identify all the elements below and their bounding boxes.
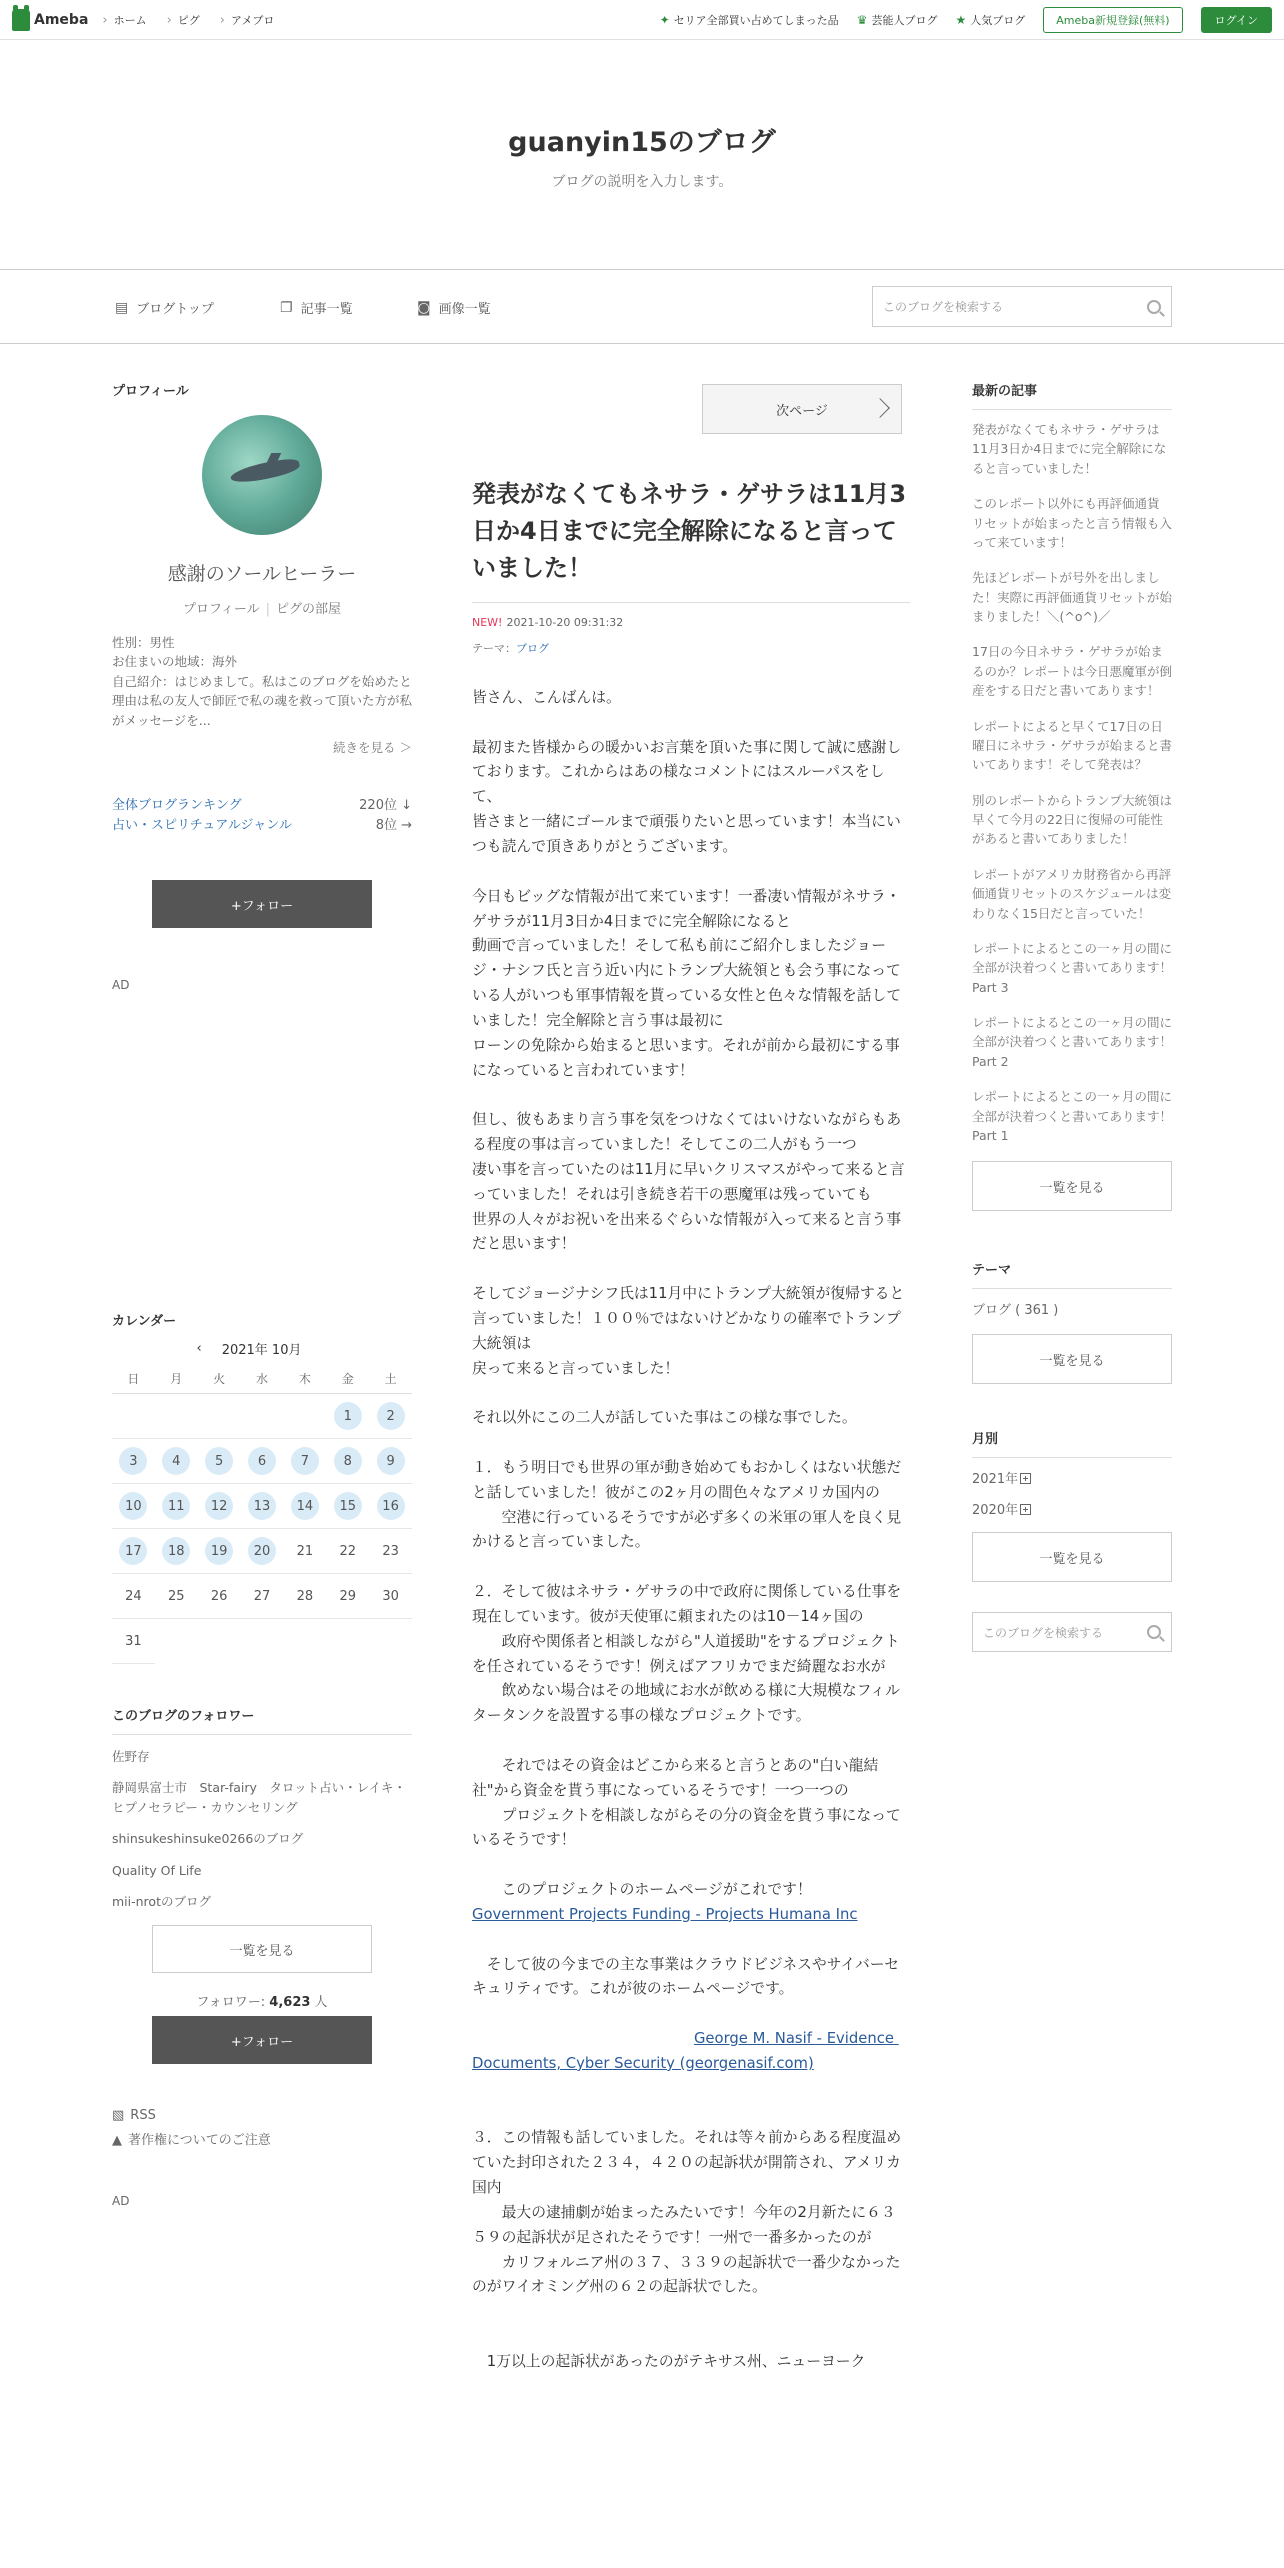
blog-header (0, 40, 1284, 270)
calendar-day[interactable]: 11 (155, 1484, 198, 1529)
theme-heading: テーマ (972, 1259, 1172, 1289)
followers-section (112, 1705, 412, 2208)
recent-item[interactable]: このレポート以外にも再評価通貨リセットが始まったと言う情報も入って来ています！ (972, 496, 1172, 550)
sidebar-search-input[interactable]: このブログを検索する (972, 1612, 1172, 1652)
calendar-day[interactable]: 13 (241, 1484, 284, 1529)
search-icon[interactable] (1147, 300, 1161, 314)
article-paragraph: それではその資金はどこから来ると言うとあの"白い龍結社"から資金を貰う事になっているそうです！一つ一つの プロジェクトを相談しながらその分の資金を貰う事になっているそうです！ (472, 1756, 901, 1849)
calendar-weekday: 水 (241, 1364, 284, 1394)
calendar-day[interactable]: 12 (198, 1484, 241, 1529)
article-paragraph: 皆さん、こんばんは。 (472, 689, 621, 706)
article-paragraph: 1万以上の起訴状があったのがテキサス州、ニューヨーク (486, 2352, 866, 2370)
calendar-day: 28 (283, 1574, 326, 1619)
pigg-room-link[interactable]: ピグの部屋 (276, 602, 342, 617)
expand-icon (1020, 1504, 1031, 1515)
calendar-day: 27 (241, 1574, 284, 1619)
follow-button[interactable]: +フォロー (152, 880, 372, 928)
calendar-day (241, 1619, 284, 1664)
sparkle-icon: ✦ (659, 12, 670, 27)
calendar-day[interactable]: 2 (369, 1394, 412, 1439)
calendar (112, 1310, 412, 1664)
recent-item[interactable]: レポートがアメリカ財務省から再評価通貨リセットのスケジュールは変わりなく15日だと言っていた！ (972, 866, 1172, 921)
article-paragraph: そしてジョージナシフ氏は11月中にトランプ大統領が復帰すると言っていました！１００％ではないけどかなりの確率でトランプ大統領は 戻って来ると言っていました！ (472, 1285, 905, 1377)
logo-text: Ameba (34, 11, 89, 28)
calendar-day (369, 1619, 412, 1664)
next-page-button[interactable]: 次ページ (702, 384, 902, 434)
theme-item[interactable]: ブログ ( 361 ) (972, 1303, 1059, 1319)
recent-item[interactable]: 17日の今日ネサラ・ゲサラが始まるのか？レポートは今日悪魔軍が倒産をする日だと書いてあります！ (972, 644, 1173, 699)
recent-item[interactable]: レポートによるとこの一ヶ月の間に全部が決着つくと書いてあります！Part 3 (972, 940, 1173, 995)
article-paragraph: それ以外にこの二人が話していた事はこの様な事でした。 (472, 1409, 857, 1427)
month-item[interactable]: 2021年 (972, 1468, 1172, 1487)
calendar-day (326, 1619, 369, 1664)
global-nav (102, 12, 274, 28)
recent-item[interactable]: 発表がなくてもネサラ・ゲサラは11月3日か4日までに完全解除になると言っていました！ (972, 422, 1167, 476)
profile-gender: 性別：男性 (112, 635, 175, 650)
calendar-day[interactable]: 18 (155, 1529, 198, 1574)
follow-button-2[interactable]: +フォロー (152, 2016, 372, 2064)
chevron-right-icon (870, 398, 890, 418)
follower-item[interactable]: 佐野存 (112, 1749, 150, 1764)
calendar-day: 26 (198, 1574, 241, 1619)
calendar-day: 23 (369, 1529, 412, 1574)
calendar-day[interactable]: 10 (112, 1484, 155, 1529)
nav-image-list[interactable]: ◙ 画像一覧 (417, 299, 491, 317)
calendar-weekday: 月 (155, 1364, 198, 1394)
new-badge: NEW! (472, 616, 503, 629)
recent-see-all-button[interactable]: 一覧を見る (972, 1161, 1172, 1211)
calendar-day[interactable]: 6 (241, 1439, 284, 1484)
login-button[interactable]: ログイン (1201, 7, 1272, 33)
nav-blog-top[interactable]: ▤ ブログトップ (115, 299, 214, 317)
follower-item[interactable]: Quality Of Life (112, 1862, 202, 1878)
ad-label: AD (112, 978, 130, 993)
prev-month-icon[interactable]: ‹ (196, 1341, 202, 1356)
nav-ameblo[interactable]: › アメブロ (220, 12, 275, 28)
rss-link[interactable]: ▧ RSS (112, 2108, 156, 2124)
calendar-weekday: 金 (326, 1364, 369, 1394)
search-icon[interactable] (1147, 1625, 1161, 1639)
article-paragraph: ３．この情報も話していました。それは等々前からある程度温めていた封印された２３４，４２０の起訴状が開箭され、アメリカ国内 最大の逮捕劇が始まったみたいです！今年の2月新たに６３５９の起訴状が足されたそうです！一州で一番多かったのが カリフォルニア州の３７、３３９の起訴状で一番少なかったのがワイオミング州の６２の起訴状でした。 (472, 2129, 902, 2296)
month-see-all-button[interactable]: 一覧を見る (972, 1532, 1172, 1582)
recent-item[interactable]: レポートによると早くて17日の日曜日にネサラ・ゲサラが始まると書いてあります！そして発表は？ (972, 718, 1173, 773)
followers-see-all-button[interactable]: 一覧を見る (152, 1925, 372, 1973)
warning-icon: ▲ (112, 2132, 122, 2148)
calendar-day (155, 1619, 198, 1664)
ad-label-2: AD (112, 2193, 130, 2208)
misc-links (112, 2104, 412, 2153)
calendar-day[interactable]: 15 (326, 1484, 369, 1529)
calendar-grid (112, 1364, 412, 1664)
calendar-day (198, 1619, 241, 1664)
month-heading: 月別 (972, 1428, 1172, 1458)
nav-home[interactable]: › ホーム (102, 12, 146, 28)
recent-item[interactable]: 先ほどレポートが号外を出しました！実際に再評価通貨リセットが始まりました！＼(^o^)／ (972, 570, 1172, 624)
follower-list (112, 1747, 412, 1911)
month-item[interactable]: 2020年 (972, 1499, 1172, 1518)
ranking-row[interactable]: 占い・スピリチュアルジャンル 8位 → (112, 818, 412, 834)
article-paragraph: １．もう明日でも世界の軍が動き始めてもおかしくはない状態だと話していました！彼がこの2ヶ月の間色々なアメリカ国内の 空港に行っているそうですが必ず多くの米軍の軍人を良く見かけると言っていました。 (472, 1458, 902, 1551)
ranking (112, 796, 412, 836)
theme-link[interactable]: ブログ (516, 642, 549, 655)
global-header (0, 0, 1284, 40)
calendar-day: 21 (283, 1529, 326, 1574)
register-button[interactable]: Ameba新規登録(無料) (1043, 7, 1182, 33)
article-paragraph: 但し、彼もあまり言う事を気をつけなくてはいけないながらもある程度の事は言っていました！そしてこの二人がもう一つ 凄い事を言っていたのは11月に早いクリスマスがやって来ると言っていました！それは引き続き若干の悪魔軍は残っていても 世界の人々がお祝いを出来るぐらいな情報が入って来ると言う事だと思います！ (472, 1111, 905, 1253)
recent-heading: 最新の記事 (972, 380, 1172, 410)
calendar-day[interactable]: 20 (241, 1529, 284, 1574)
theme-see-all-button[interactable]: 一覧を見る (972, 1334, 1172, 1384)
calendar-day[interactable]: 14 (283, 1484, 326, 1529)
profile-heading: プロフィール (112, 384, 189, 399)
calendar-day[interactable]: 4 (155, 1439, 198, 1484)
calendar-month: 2021年 10月 (221, 1343, 302, 1358)
article-datetime: 2021-10-20 09:31:32 (506, 616, 624, 629)
crown-icon: ♛ (856, 12, 868, 27)
rss-icon: ▧ (112, 2108, 125, 2124)
trend-link[interactable]: ✦ セリア全部買い占めてしまった品 (659, 12, 839, 27)
follower-item[interactable]: shinsukeshinsuke0266のブログ (112, 1831, 304, 1847)
article-body (472, 686, 910, 2400)
calendar-day[interactable]: 7 (283, 1439, 326, 1484)
profile-links: プロフィール | ピグの部屋 (182, 602, 342, 617)
ameba-logo[interactable] (12, 9, 88, 31)
follower-item[interactable]: mii-nrotのブログ (112, 1893, 211, 1909)
calendar-heading: カレンダー (112, 1314, 177, 1329)
celebrity-blog-link[interactable]: ♛ 芸能人ブログ (856, 12, 938, 27)
calendar-day (283, 1394, 326, 1439)
calendar-day: 25 (155, 1574, 198, 1619)
calendar-weekday: 木 (283, 1364, 326, 1394)
article-paragraph: 今日もビッグな情報が出て来ています！一番凄い情報がネサラ・ゲサラが11月3日か4日までに完全解除になると 動画で言っていました！そして私も前にご紹介しましたジョージ・ナシフ氏と言う近い内にトランプ大統領とも会う事になっている人がいつも軍事情報を貰っている女性と色々な情報を話していました！完全解除と言う事は最初に ローンの免除から始まると思います。それが前から最初にする事になっていると言われています！ (472, 887, 902, 1079)
recent-item[interactable]: レポートによるとこの一ヶ月の間に全部が決着つくと書いてあります！Part 2 (972, 1015, 1173, 1069)
dolphin-image (229, 456, 301, 486)
calendar-day: 24 (112, 1574, 155, 1619)
calendar-day[interactable]: 16 (369, 1484, 412, 1529)
humana-link[interactable]: Government Projects Funding - Projects Humana Inc (472, 1905, 858, 1923)
follower-item[interactable]: 静岡県富士市 Star-fairy タロット占い・レイキ・ヒプノセラピー・カウンセリング (112, 1780, 407, 1815)
blog-search-input[interactable]: このブログを検索する (872, 286, 1172, 327)
article-paragraph: 最初また皆様からの暖かいお言葉を頂いた事に関して誠に感謝しております。これからはあの様なコメントにはスルーパスをして、 皆さまと一緒にゴールまで頑張りたいと思っています！本当にいつも読んで頂きありがとうございます。 (472, 738, 902, 856)
ameba-logo-icon (12, 9, 30, 31)
profile-name[interactable]: 感謝のソールヒーラー (167, 563, 357, 585)
global-links (660, 7, 1272, 33)
ranking-row[interactable]: 全体ブログランキング 220位 ↓ (112, 797, 412, 813)
star-icon: ★ (955, 12, 967, 27)
profile-location: お住まいの地域：海外 (112, 654, 238, 670)
follower-count: フォロワー: 4,623 人 (196, 1995, 328, 2011)
recent-item[interactable]: レポートによるとこの一ヶ月の間に全部が決着つくと書いてあります！Part 1 (972, 1089, 1173, 1143)
article-paragraph: このプロジェクトのホームページがこれです！ Government Projects Funding - Projects Humana Inc (472, 1881, 858, 1923)
camera-icon: ◙ (417, 299, 431, 316)
recent-list (972, 420, 1172, 1145)
blog-nav (0, 270, 1284, 344)
blog-description: ブログの説明を入力します。 (551, 174, 733, 190)
calendar-header (112, 1339, 412, 1358)
blog-title[interactable]: guanyin15のブログ (508, 127, 776, 158)
document-icon: ▤ (115, 299, 129, 316)
right-sidebar (972, 380, 1172, 1652)
calendar-day[interactable]: 5 (198, 1439, 241, 1484)
expand-icon (1020, 1473, 1031, 1484)
profile-intro: 自己紹介：はじめまして。私はこのブログを始めたと理由は私の友人で師匠で私の魂を救って頂いた方が私がメッセージを... (112, 673, 413, 728)
copy-icon: ❐ (280, 299, 293, 316)
calendar-day[interactable]: 3 (112, 1439, 155, 1484)
calendar-day (112, 1394, 155, 1439)
recent-item[interactable]: 別のレポートからトランプ大統領は早くて今月の22日に復帰の可能性があると書いてありました！ (972, 792, 1173, 847)
calendar-weekday: 火 (198, 1364, 241, 1394)
calendar-weekday: 日 (112, 1364, 155, 1394)
read-more-link[interactable]: 続きを見る ＞ (333, 739, 412, 755)
calendar-day: 29 (326, 1574, 369, 1619)
calendar-day (241, 1394, 284, 1439)
article-theme: テーマ：ブログ (472, 642, 549, 655)
profile-detail (112, 633, 412, 730)
calendar-day[interactable]: 9 (369, 1439, 412, 1484)
article-paragraph: ２．そして彼はネサラ・ゲサラの中で政府に関係している仕事を現在しています。彼が天使軍に頼まれたのは10－14ヶ国の 政府や関係者と相談しながら"人道援助"をするプロジェクトを任されているそうです！例えばアフリカでまだ綺麗なお水が 飲めない場合はその地域にお水が飲める様に大規模なフィルタータンクを設置する事の様なプロジェクトです。 (472, 1583, 902, 1725)
article-paragraph: そして彼の今までの主な事業はクラウドビジネスやサイバーセキュリティです。これが彼のホームページです。 (472, 1955, 900, 1998)
left-sidebar (112, 380, 413, 2208)
article-title[interactable]: 発表がなくてもネサラ・ゲサラは11月3日か4日までに完全解除になると言っていました！ (472, 476, 910, 603)
calendar-day (283, 1619, 326, 1664)
nasif-link[interactable]: George M. Nasif - Evidence Documents, Cyber Security (georgenasif.com) (472, 2030, 899, 2072)
article-paragraph (472, 2027, 910, 2077)
calendar-day: 31 (112, 1619, 155, 1664)
calendar-day: 22 (326, 1529, 369, 1574)
calendar-day: 30 (369, 1574, 412, 1619)
profile-link[interactable]: プロフィール (182, 602, 260, 617)
calendar-day[interactable]: 19 (198, 1529, 241, 1574)
calendar-day[interactable]: 17 (112, 1529, 155, 1574)
followers-heading: このブログのフォロワー (112, 1705, 412, 1735)
calendar-weekday: 土 (369, 1364, 412, 1394)
popular-blog-link[interactable]: ★ 人気ブログ (955, 12, 1026, 27)
calendar-day (155, 1394, 198, 1439)
nav-pigg[interactable]: › ピグ (167, 12, 200, 28)
avatar[interactable] (202, 415, 322, 535)
nav-entry-list[interactable]: ❐ 記事一覧 (280, 299, 353, 317)
article-meta (472, 616, 623, 629)
calendar-day[interactable]: 1 (326, 1394, 369, 1439)
calendar-day (198, 1394, 241, 1439)
calendar-day[interactable]: 8 (326, 1439, 369, 1484)
copyright-link[interactable]: ▲ 著作権についてのご注意 (112, 2132, 271, 2148)
